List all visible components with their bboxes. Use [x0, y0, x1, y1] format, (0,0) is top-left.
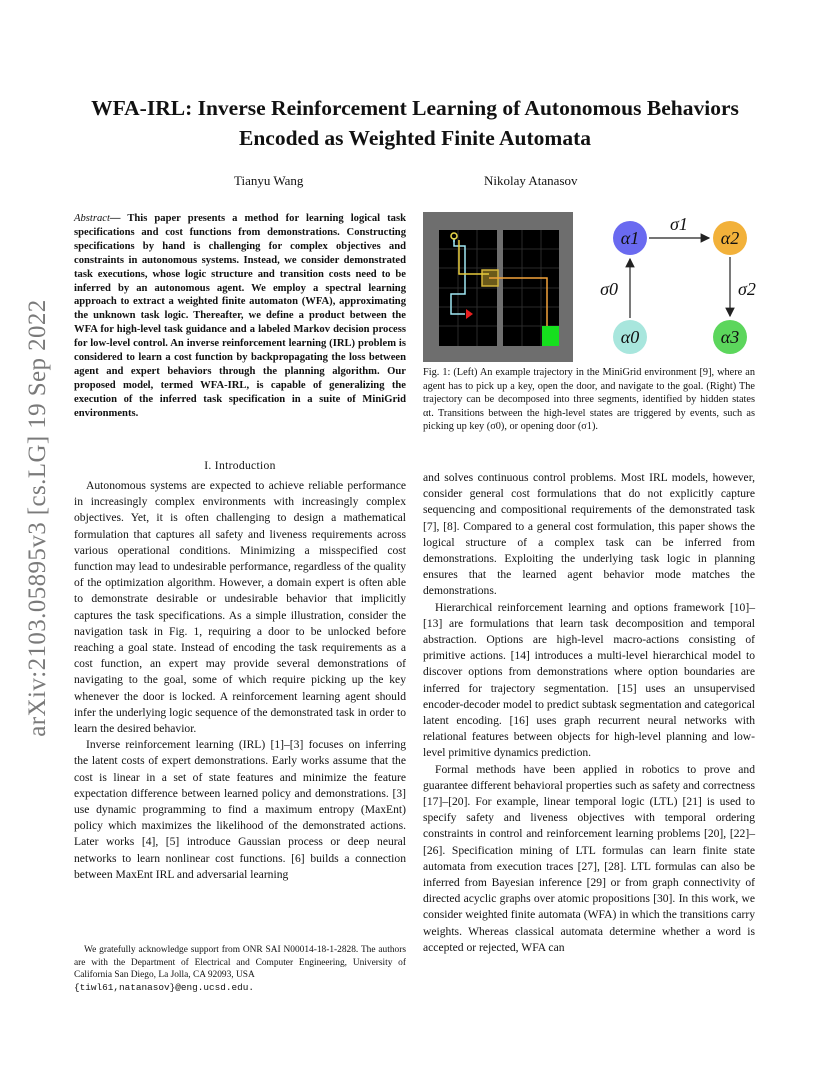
edge-sigma1-label: σ1 — [670, 214, 688, 234]
figure-1-caption: Fig. 1: (Left) An example trajectory in the MiniGrid environment [9], where an agent has to pick up a key, open the door, and navigate to the goal. (Right) The trajectory can be decomposed into three segments, identified by hidden states αt. Transitions between the high-level states are triggered by events, such as picking up key (σ0), or opening door (σ1). — [423, 367, 755, 433]
footnote-text: We gratefully acknowledge support from ONR SAI N00014-18-1-2828. The authors are with the Department of Electrical and Computer Engineering, University of California San Diego, La Jolla, CA 92093, USA — [74, 945, 406, 981]
paper-title — [70, 93, 760, 153]
author-1: Tianyu Wang — [234, 173, 304, 188]
title-line-1: WFA-IRL: Inverse Reinforcement Learning of Autonomous Behaviors — [91, 96, 739, 120]
footnote — [74, 944, 406, 994]
paragraph: and solves continuous control problems. Most IRL models, however, consider general cost formulations that do not explicitly capture sequencing and compositional requirements of the demonstrated task [7], [8]. Compared to a general cost formulation, this paper shows the logical structure of a complex task can be inferred from demonstrations. Exploiting the underlying task logic in planning ensures that the learned agent behavior mode matches the demonstrations. — [423, 471, 755, 598]
figure-1 — [423, 212, 763, 362]
paragraph: Inverse reinforcement learning (IRL) [1]–[3] focuses on inferring the latent costs of expert demonstrations. Early works assume that the cost is linear in a set of state features and minimize the feature expectation difference between learned policy and demonstrations. [3] use dynamic programming to find a maximum entropy (MaxEnt) policy which maximizes the likelihood of the demonstrated actions. Later works [4], [5] introduce Gaussian process or deep neural networks to learn nonlinear cost functions. [6] builds a connection between MaxEnt IRL and adversarial learning — [74, 738, 406, 881]
edge-sigma0-label: σ0 — [600, 279, 618, 299]
arxiv-identifier: arXiv:2103.05895v3 [cs.LG] 19 Sep 2022 — [24, 299, 51, 737]
footnote-email: {tiwl61,natanasov}@eng.ucsd.edu. — [74, 981, 255, 993]
state-alpha1-label: α1 — [620, 228, 640, 248]
section-heading-introduction: I. Introduction — [204, 459, 276, 472]
abstract-lead: Abstract — [74, 213, 110, 224]
state-alpha2-label: α2 — [720, 228, 740, 248]
edge-sigma2-label: σ2 — [738, 279, 756, 299]
right-column-body — [423, 470, 755, 956]
left-column-body — [74, 478, 406, 883]
author-2: Nikolay Atanasov — [484, 173, 578, 188]
paragraph: Autonomous systems are expected to achieve reliable performance in increasingly complex environments with increasingly complex objectives. Yet, it is often challenging to design a mathematical formulation that captures all safety and liveness requirements across various operational conditions. Minimizing a misspecified cost function may lead to undesirable performance, regardless of the quality of the optimization algorithm. However, a domain expert is often able to demonstrate desirable or undesirable behavior that implicitly captures the task specifications. As a simple illustration, consider the navigation task in Fig. 1, requiring a door to be unlocked before reaching a goal state. Instead of encoding the task requirements as a cost function, an expert may provide several demonstrations of navigating to the goal, some of which require picking up the key whenever the door is locked. A reinforcement learning agent should infer the underlying logic sequence of the demonstrated task in order to learn the desired behavior. — [74, 479, 406, 736]
title-line-2: Encoded as Weighted Finite Automata — [239, 126, 591, 150]
goal-icon — [542, 326, 559, 346]
state-alpha0-label: α0 — [620, 327, 640, 347]
paragraph: Formal methods have been applied in robotics to prove and guarantee different behavioral properties such as safety and correctness [17]–[20]. For example, linear temporal logic (LTL) [21] is used to specify safety and liveness objectives with temporal ordering constraints in control and reinforcement learning problems [20], [22]–[26]. Specification mining of LTL formulas can learn finite state automata from execution traces [27], [28]. LTL formulas can also be inferred from Bayesian inference [29] or from graph connectivity of directed acyclic graphs over atomic propositions [30]. In this work, we consider weighted finite automata (WFA) in which the transitions carry weights. Whereas classical automata determine whether a word is accepted or rejected, WFA can — [423, 762, 755, 954]
figure-1-graphic — [423, 212, 763, 362]
paragraph: Hierarchical reinforcement learning and options framework [10]–[13] are formulations that learn task decomposition and temporal abstraction. Options are high-level macro-actions consisting of primitive actions. [14] introduces a multi-level hierarchical model to discover options from demonstrations where option boundaries are inferred for trajectory segmentation. [15] uses an unsupervised encoder-decoder model to predict subtask segmentation and categorical latent encoding. [16] uses graph recurrent neural networks with relational features between objects for high-level planning and low-level primitive dynamics prediction. — [423, 600, 755, 760]
state-alpha3-label: α3 — [720, 327, 740, 347]
abstract — [74, 212, 406, 421]
abstract-text: — This paper presents a method for learning logical task specifications and cost functions from demonstrations. Constructing specifications by hand is challenging for complex objectives and constraints in autonomous systems. Instead, we consider demonstrated task executions, whose logic structure and transition costs need to be inferred by an autonomous agent. We employ a spectral learning approach to extract a weighted finite automaton (WFA), approximating the unknown task logic. Thereafter, we define a product between the WFA for high-level task guidance and a labeled Markov decision process for low-level control. An inverse reinforcement learning (IRL) problem is considered to learn a cost function by backpropagating the loss between agent and expert behaviors through the planning algorithm. Our proposed model, termed WFA-IRL, is capable of generalizing the execution of the inferred task specification in a suite of MiniGrid environments. — [74, 213, 406, 419]
